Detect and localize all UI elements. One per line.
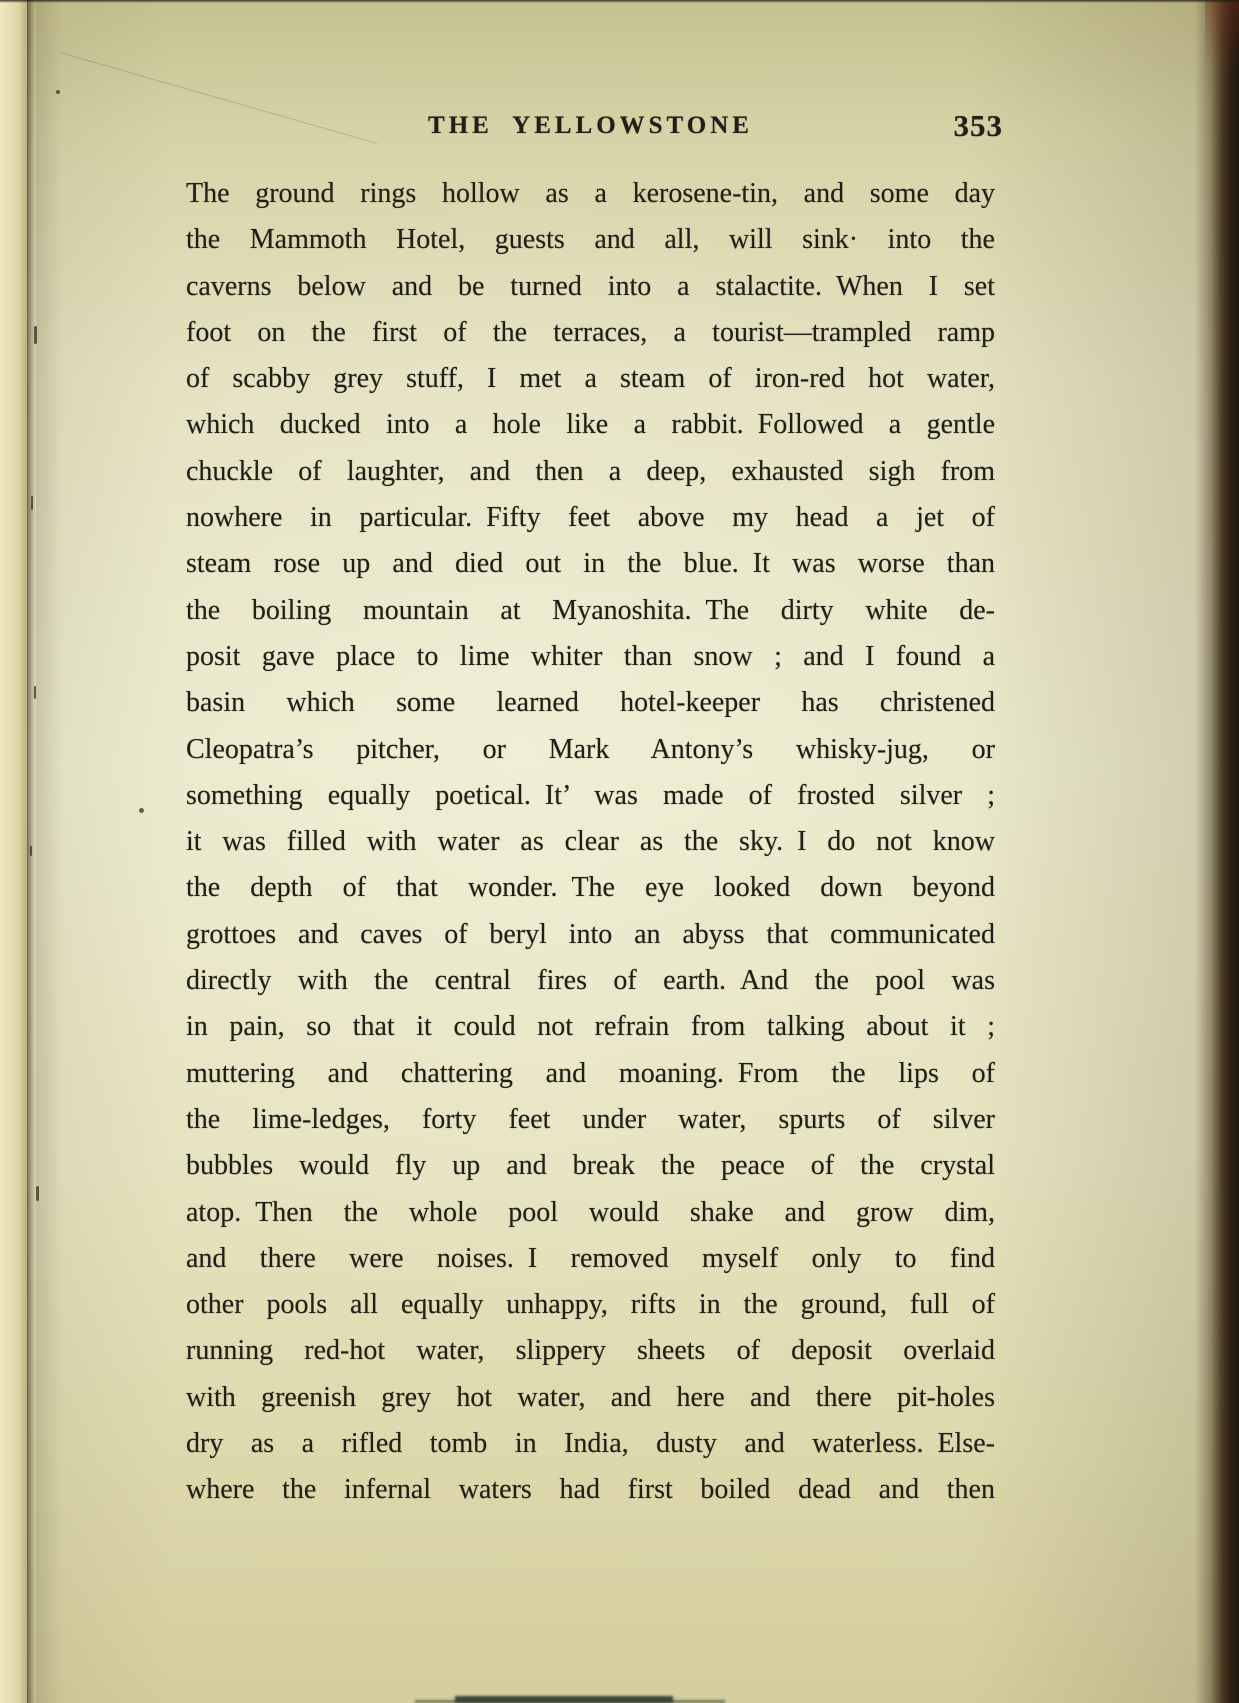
text-line: dry as a rifled tomb in India, dusty and waterless. Else- [186, 1428, 995, 1460]
scan-speck [34, 686, 36, 699]
page-number: 353 [953, 108, 1003, 143]
text-line: atop. Then the whole pool would shake and grow dim, [186, 1196, 995, 1228]
text-line: Cleopatra’s pitcher, or Mark Antony’s whisky-jug, or [186, 733, 995, 765]
body-text [186, 171, 995, 1514]
text-line: grottoes and caves of beryl into an abyss that communicated [186, 918, 995, 950]
page-edge-left [0, 0, 27, 1703]
text-line: the depth of that wonder. The eye looked down beyond [186, 872, 995, 904]
scan-speck [34, 326, 37, 344]
scan-speck [36, 1186, 39, 1201]
text-line: basin which some learned hotel-keeper has christened [186, 687, 995, 719]
text-line: where the infernal waters had first boiled dead and then [186, 1474, 995, 1506]
text-line: the Mammoth Hotel, guests and all, will sink· into the [186, 224, 995, 256]
page-edge-right [1195, 0, 1239, 1703]
text-line: the lime-ledges, forty feet under water, spurts of silver [186, 1103, 995, 1135]
text-line: something equally poetical. It’ was made of frosted silver ; [186, 779, 995, 811]
scan-speck [31, 496, 33, 510]
text-line: it was filled with water as clear as the sky. I do not know [186, 826, 995, 858]
page-content [186, 0, 1003, 1703]
text-line: posit gave place to lime whiter than snow ; and I found a [186, 640, 995, 672]
text-line: running red-hot water, slippery sheets of deposit overlaid [186, 1335, 995, 1367]
running-title: THE YELLOWSTONE [428, 112, 753, 139]
text-line: other pools all equally unhappy, rifts in the ground, full of [186, 1289, 995, 1321]
text-line: steam rose up and died out in the blue. It was worse than [186, 548, 995, 580]
text-line: nowhere in particular. Fifty feet above my head a jet of [186, 502, 995, 534]
text-line: foot on the first of the terraces, a tourist—trampled ramp [186, 316, 995, 348]
text-line: bubbles would fly up and break the peace of the crystal [186, 1150, 995, 1182]
text-line: the boiling mountain at Myanoshita. The dirty white de- [186, 594, 995, 626]
text-line: of scabby grey stuff, I met a steam of iron-red hot water, [186, 363, 995, 395]
text-line: directly with the central fires of earth. And the pool was [186, 965, 995, 997]
text-line: chuckle of laughter, and then a deep, exhausted sigh from [186, 455, 995, 487]
text-line: with greenish grey hot water, and here and there pit-holes [186, 1381, 995, 1413]
text-line: and there were noises. I removed myself only to find [186, 1242, 995, 1274]
text-line: muttering and chattering and moaning. From the lips of [186, 1057, 995, 1089]
scan-speck [30, 846, 32, 856]
page-edge-right-tint [1205, 0, 1239, 70]
scan-speck [139, 808, 144, 813]
gutter-shadow-soft [36, 0, 62, 1703]
scan-speck [56, 90, 60, 94]
text-line: which ducked into a hole like a rabbit. Followed a gentle [186, 409, 995, 441]
text-line: The ground rings hollow as a kerosene-tin, and some day [186, 178, 995, 209]
text-line: caverns below and be turned into a stalactite. When I set [186, 270, 995, 302]
text-line: in pain, so that it could not refrain from talking about it ; [186, 1011, 995, 1043]
